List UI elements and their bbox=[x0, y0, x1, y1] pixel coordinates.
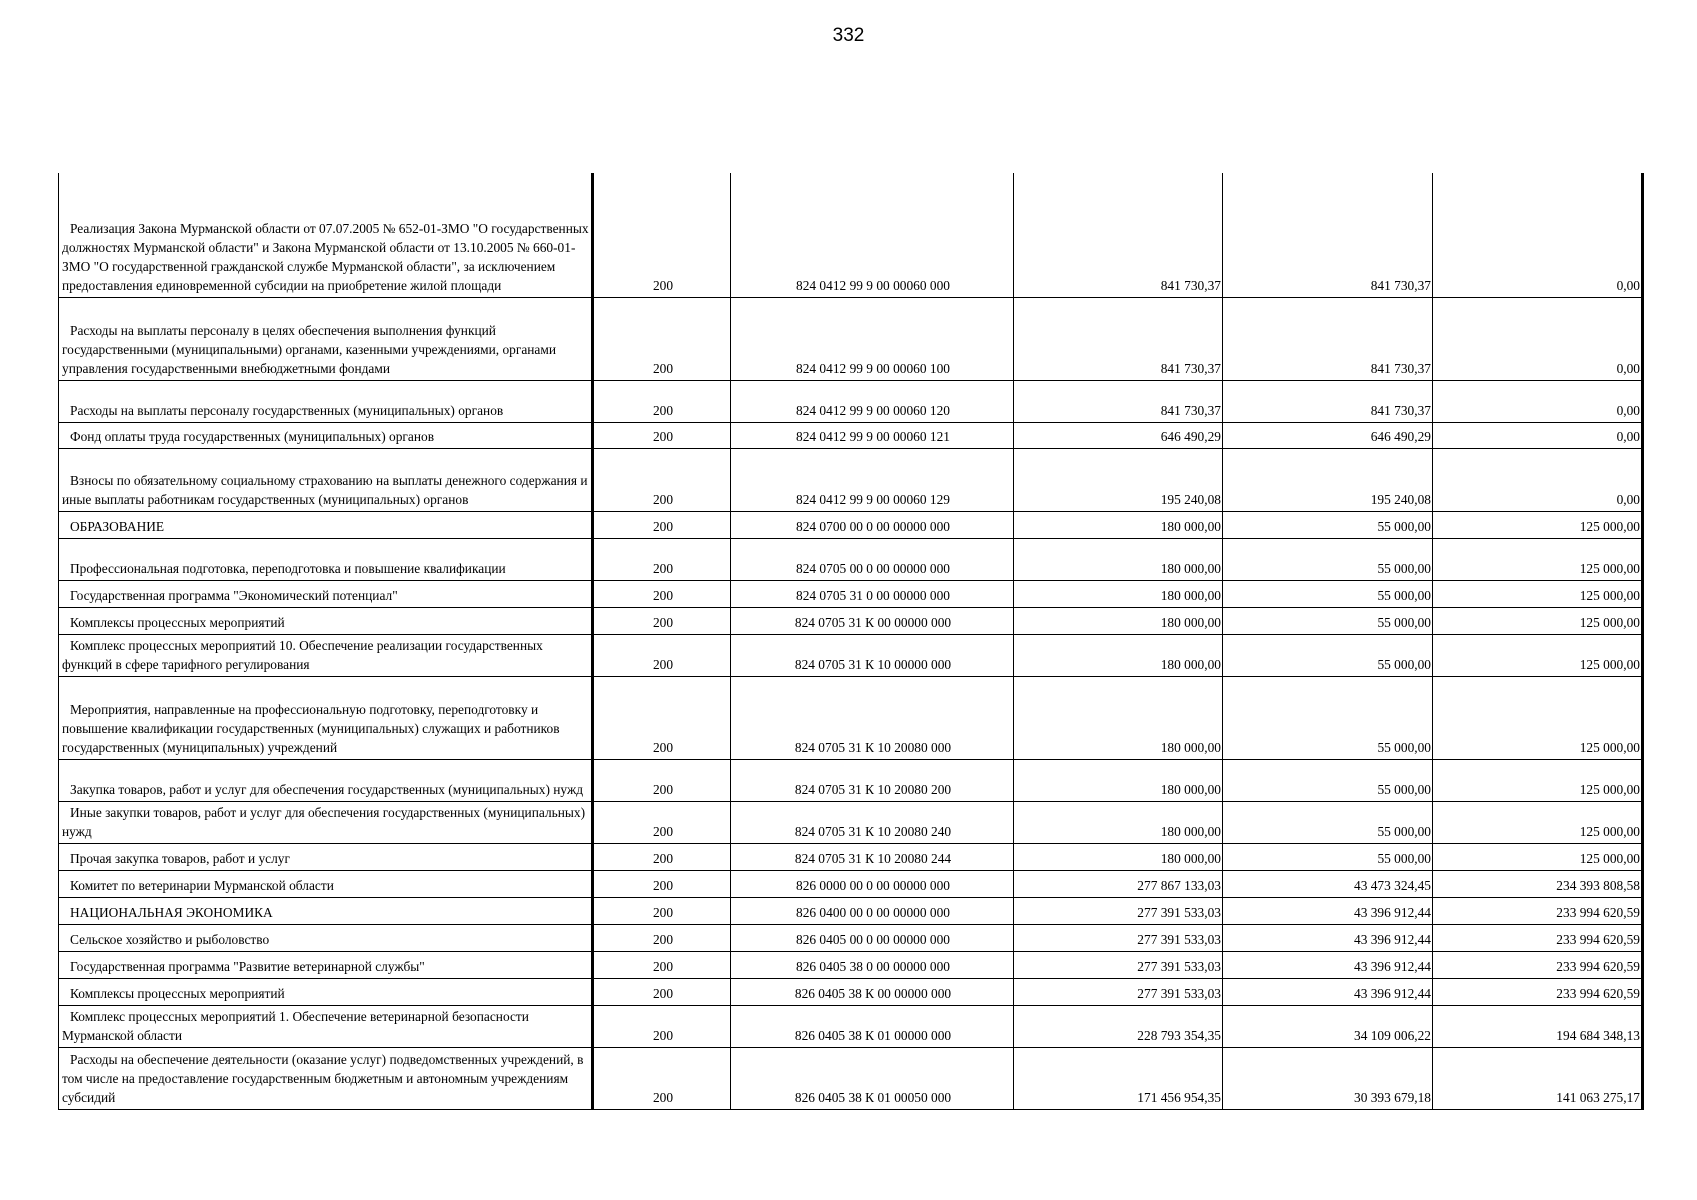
cell-remainder: 125 000,00 bbox=[1433, 801, 1643, 843]
cell-approved: 277 867 133,03 bbox=[1014, 870, 1223, 897]
cell-classification: 826 0405 38 К 00 00000 000 bbox=[731, 978, 1014, 1005]
cell-name: Иные закупки товаров, работ и услуг для обеспечения государственных (муниципальных) нужд bbox=[59, 801, 593, 843]
cell-code: 200 bbox=[593, 297, 731, 380]
table-row bbox=[59, 634, 1643, 676]
page-number: 332 bbox=[832, 25, 865, 46]
cell-code: 200 bbox=[593, 634, 731, 676]
cell-executed: 55 000,00 bbox=[1223, 759, 1433, 801]
cell-executed: 55 000,00 bbox=[1223, 607, 1433, 634]
cell-executed: 43 396 912,44 bbox=[1223, 951, 1433, 978]
cell-name: Расходы на выплаты персоналу государственных (муниципальных) органов bbox=[59, 380, 593, 422]
table-row bbox=[59, 511, 1643, 538]
cell-name: Расходы на выплаты персоналу в целях обеспечения выполнения функций государственными (муниципальными) органами, казенными учреждениями, органами управления государственными внебюджетными фондами bbox=[59, 297, 593, 380]
cell-executed: 55 000,00 bbox=[1223, 538, 1433, 580]
cell-name: Государственная программа "Экономический потенциал" bbox=[59, 580, 593, 607]
cell-code: 200 bbox=[593, 173, 731, 297]
cell-remainder: 0,00 bbox=[1433, 380, 1643, 422]
cell-approved: 195 240,08 bbox=[1014, 448, 1223, 511]
cell-executed: 55 000,00 bbox=[1223, 634, 1433, 676]
cell-remainder: 0,00 bbox=[1433, 297, 1643, 380]
cell-approved: 180 000,00 bbox=[1014, 843, 1223, 870]
table-row bbox=[59, 173, 1643, 297]
cell-name: Прочая закупка товаров, работ и услуг bbox=[59, 843, 593, 870]
cell-classification: 824 0705 31 К 10 20080 200 bbox=[731, 759, 1014, 801]
cell-classification: 824 0412 99 9 00 00060 000 bbox=[731, 173, 1014, 297]
cell-code: 200 bbox=[593, 924, 731, 951]
cell-classification: 824 0705 31 К 10 20080 240 bbox=[731, 801, 1014, 843]
cell-name: Комплексы процессных мероприятий bbox=[59, 978, 593, 1005]
cell-executed: 841 730,37 bbox=[1223, 173, 1433, 297]
cell-name: Мероприятия, направленные на профессиональную подготовку, переподготовку и повышение квалификации государственных (муниципальных) служащих и работников государственных (муниципальных) учреждений bbox=[59, 676, 593, 759]
cell-remainder: 125 000,00 bbox=[1433, 843, 1643, 870]
cell-code: 200 bbox=[593, 978, 731, 1005]
cell-approved: 841 730,37 bbox=[1014, 297, 1223, 380]
cell-remainder: 0,00 bbox=[1433, 422, 1643, 448]
cell-name: Комитет по ветеринарии Мурманской области bbox=[59, 870, 593, 897]
cell-remainder: 234 393 808,58 bbox=[1433, 870, 1643, 897]
cell-approved: 180 000,00 bbox=[1014, 676, 1223, 759]
cell-classification: 826 0405 00 0 00 00000 000 bbox=[731, 924, 1014, 951]
cell-approved: 180 000,00 bbox=[1014, 759, 1223, 801]
cell-executed: 195 240,08 bbox=[1223, 448, 1433, 511]
cell-name: Сельское хозяйство и рыболовство bbox=[59, 924, 593, 951]
cell-name: Расходы на обеспечение деятельности (оказание услуг) подведомственных учреждений, в том числе на предоставление государственным бюджетным и автономным учреждениям субсидий bbox=[59, 1047, 593, 1109]
cell-code: 200 bbox=[593, 1005, 731, 1047]
cell-executed: 30 393 679,18 bbox=[1223, 1047, 1433, 1109]
cell-remainder: 233 994 620,59 bbox=[1433, 978, 1643, 1005]
table-row bbox=[59, 580, 1643, 607]
cell-classification: 826 0400 00 0 00 00000 000 bbox=[731, 897, 1014, 924]
table-row bbox=[59, 843, 1643, 870]
table-row bbox=[59, 978, 1643, 1005]
cell-name: Фонд оплаты труда государственных (муниципальных) органов bbox=[59, 422, 593, 448]
cell-executed: 55 000,00 bbox=[1223, 511, 1433, 538]
cell-code: 200 bbox=[593, 843, 731, 870]
cell-code: 200 bbox=[593, 870, 731, 897]
cell-classification: 826 0405 38 К 01 00000 000 bbox=[731, 1005, 1014, 1047]
cell-name: Профессиональная подготовка, переподготовка и повышение квалификации bbox=[59, 538, 593, 580]
cell-classification: 824 0705 00 0 00 00000 000 bbox=[731, 538, 1014, 580]
cell-remainder: 125 000,00 bbox=[1433, 580, 1643, 607]
cell-approved: 277 391 533,03 bbox=[1014, 897, 1223, 924]
cell-executed: 55 000,00 bbox=[1223, 843, 1433, 870]
cell-classification: 826 0000 00 0 00 00000 000 bbox=[731, 870, 1014, 897]
cell-remainder: 0,00 bbox=[1433, 173, 1643, 297]
cell-code: 200 bbox=[593, 580, 731, 607]
cell-approved: 841 730,37 bbox=[1014, 380, 1223, 422]
cell-name: Закупка товаров, работ и услуг для обеспечения государственных (муниципальных) нужд bbox=[59, 759, 593, 801]
cell-approved: 180 000,00 bbox=[1014, 801, 1223, 843]
cell-executed: 43 473 324,45 bbox=[1223, 870, 1433, 897]
cell-approved: 180 000,00 bbox=[1014, 538, 1223, 580]
cell-executed: 55 000,00 bbox=[1223, 801, 1433, 843]
table-row bbox=[59, 897, 1643, 924]
cell-code: 200 bbox=[593, 448, 731, 511]
cell-code: 200 bbox=[593, 951, 731, 978]
cell-remainder: 125 000,00 bbox=[1433, 676, 1643, 759]
cell-executed: 55 000,00 bbox=[1223, 676, 1433, 759]
cell-approved: 171 456 954,35 bbox=[1014, 1047, 1223, 1109]
cell-name: Реализация Закона Мурманской области от 07.07.2005 № 652-01-ЗМО "О государственных должностях Мурманской области" и Закона Мурманской области от 13.10.2005 № 660-01-ЗМО "О государственной гражданской службе Мурманской области", за исключением предоставления единовременной субсидии на приобретение жилой площади bbox=[59, 173, 593, 297]
cell-code: 200 bbox=[593, 759, 731, 801]
table-row bbox=[59, 1005, 1643, 1047]
cell-approved: 180 000,00 bbox=[1014, 580, 1223, 607]
table-row bbox=[59, 422, 1643, 448]
cell-classification: 824 0705 31 0 00 00000 000 bbox=[731, 580, 1014, 607]
cell-classification: 824 0412 99 9 00 00060 120 bbox=[731, 380, 1014, 422]
cell-approved: 180 000,00 bbox=[1014, 607, 1223, 634]
table-row bbox=[59, 924, 1643, 951]
cell-approved: 646 490,29 bbox=[1014, 422, 1223, 448]
cell-executed: 841 730,37 bbox=[1223, 380, 1433, 422]
cell-remainder: 194 684 348,13 bbox=[1433, 1005, 1643, 1047]
cell-name: Государственная программа "Развитие ветеринарной службы" bbox=[59, 951, 593, 978]
cell-remainder: 125 000,00 bbox=[1433, 511, 1643, 538]
table-row bbox=[59, 380, 1643, 422]
table-row bbox=[59, 676, 1643, 759]
table-row bbox=[59, 870, 1643, 897]
cell-name: НАЦИОНАЛЬНАЯ ЭКОНОМИКА bbox=[59, 897, 593, 924]
cell-remainder: 233 994 620,59 bbox=[1433, 951, 1643, 978]
cell-classification: 824 0412 99 9 00 00060 100 bbox=[731, 297, 1014, 380]
table-row bbox=[59, 759, 1643, 801]
table-row bbox=[59, 448, 1643, 511]
cell-classification: 824 0700 00 0 00 00000 000 bbox=[731, 511, 1014, 538]
cell-approved: 180 000,00 bbox=[1014, 511, 1223, 538]
cell-approved: 180 000,00 bbox=[1014, 634, 1223, 676]
cell-approved: 277 391 533,03 bbox=[1014, 951, 1223, 978]
cell-executed: 841 730,37 bbox=[1223, 297, 1433, 380]
cell-code: 200 bbox=[593, 380, 731, 422]
cell-classification: 824 0412 99 9 00 00060 121 bbox=[731, 422, 1014, 448]
cell-code: 200 bbox=[593, 511, 731, 538]
cell-approved: 228 793 354,35 bbox=[1014, 1005, 1223, 1047]
table-row bbox=[59, 951, 1643, 978]
table-row bbox=[59, 801, 1643, 843]
table-row bbox=[59, 538, 1643, 580]
cell-approved: 841 730,37 bbox=[1014, 173, 1223, 297]
cell-executed: 43 396 912,44 bbox=[1223, 897, 1433, 924]
cell-name: Комплексы процессных мероприятий bbox=[59, 607, 593, 634]
cell-executed: 646 490,29 bbox=[1223, 422, 1433, 448]
cell-remainder: 233 994 620,59 bbox=[1433, 924, 1643, 951]
cell-executed: 55 000,00 bbox=[1223, 580, 1433, 607]
cell-code: 200 bbox=[593, 801, 731, 843]
cell-classification: 824 0705 31 К 10 20080 000 bbox=[731, 676, 1014, 759]
cell-code: 200 bbox=[593, 607, 731, 634]
cell-remainder: 125 000,00 bbox=[1433, 634, 1643, 676]
cell-name: Комплекс процессных мероприятий 1. Обеспечение ветеринарной безопасности Мурманской области bbox=[59, 1005, 593, 1047]
cell-approved: 277 391 533,03 bbox=[1014, 978, 1223, 1005]
cell-classification: 826 0405 38 К 01 00050 000 bbox=[731, 1047, 1014, 1109]
cell-name: Взносы по обязательному социальному страхованию на выплаты денежного содержания и иные выплаты работникам государственных (муниципальных) органов bbox=[59, 448, 593, 511]
table-row bbox=[59, 1047, 1643, 1109]
cell-code: 200 bbox=[593, 1047, 731, 1109]
cell-executed: 43 396 912,44 bbox=[1223, 924, 1433, 951]
cell-approved: 277 391 533,03 bbox=[1014, 924, 1223, 951]
cell-code: 200 bbox=[593, 538, 731, 580]
cell-executed: 34 109 006,22 bbox=[1223, 1005, 1433, 1047]
cell-code: 200 bbox=[593, 897, 731, 924]
cell-classification: 824 0412 99 9 00 00060 129 bbox=[731, 448, 1014, 511]
cell-name: Комплекс процессных мероприятий 10. Обеспечение реализации государственных функций в сфере тарифного регулирования bbox=[59, 634, 593, 676]
table-row bbox=[59, 607, 1643, 634]
cell-classification: 824 0705 31 К 10 20080 244 bbox=[731, 843, 1014, 870]
cell-remainder: 141 063 275,17 bbox=[1433, 1047, 1643, 1109]
cell-remainder: 233 994 620,59 bbox=[1433, 897, 1643, 924]
cell-classification: 824 0705 31 К 10 00000 000 bbox=[731, 634, 1014, 676]
cell-classification: 824 0705 31 К 00 00000 000 bbox=[731, 607, 1014, 634]
table-row bbox=[59, 297, 1643, 380]
cell-code: 200 bbox=[593, 422, 731, 448]
cell-name: ОБРАЗОВАНИЕ bbox=[59, 511, 593, 538]
cell-remainder: 125 000,00 bbox=[1433, 538, 1643, 580]
cell-remainder: 125 000,00 bbox=[1433, 759, 1643, 801]
budget-table bbox=[58, 173, 1644, 1110]
cell-executed: 43 396 912,44 bbox=[1223, 978, 1433, 1005]
cell-classification: 826 0405 38 0 00 00000 000 bbox=[731, 951, 1014, 978]
cell-remainder: 125 000,00 bbox=[1433, 607, 1643, 634]
cell-code: 200 bbox=[593, 676, 731, 759]
cell-remainder: 0,00 bbox=[1433, 448, 1643, 511]
